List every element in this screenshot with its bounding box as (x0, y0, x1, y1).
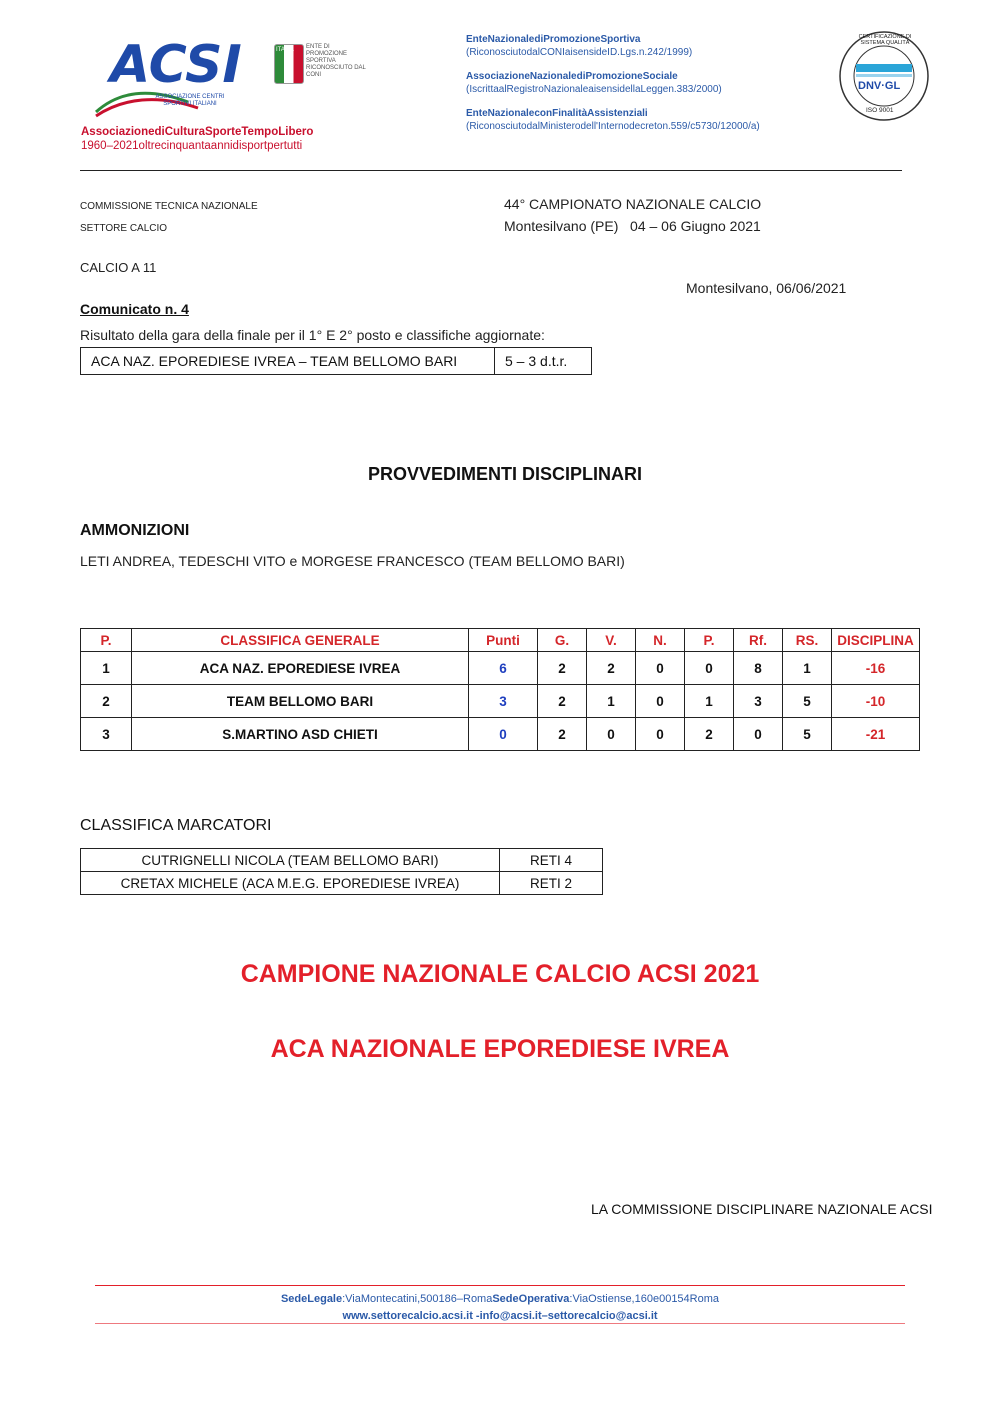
champion-title: CAMPIONE NAZIONALE CALCIO ACSI 2021 (240, 960, 760, 988)
table-row (81, 849, 603, 872)
cell-position: 3 (81, 718, 132, 751)
cell-lost: 2 (685, 718, 734, 751)
cell-goals-for: 3 (734, 685, 783, 718)
scorers-heading: CLASSIFICA MARCATORI (80, 817, 272, 834)
ente-1 (466, 33, 692, 59)
warnings-text: LETI ANDREA, TEDESCHI VITO e MORGESE FRANCESCO (TEAM BELLOMO BARI) (80, 553, 625, 569)
final-result-table (80, 347, 592, 375)
cell-points: 3 (469, 685, 538, 718)
cell-lost: 0 (685, 652, 734, 685)
cell-won: 0 (587, 718, 636, 751)
italia-text: ENTE DI PROMOZIONE SPORTIVA RICONOSCIUTO DAL CONI (306, 44, 366, 78)
ente-1-title: EnteNazionalediPromozioneSportiva (466, 34, 641, 45)
footer-line-top (95, 1285, 905, 1286)
footer-line-bottom (95, 1323, 905, 1324)
table-row (81, 872, 603, 895)
op-label: SedeOperativa (492, 1293, 570, 1305)
col-drawn: N. (636, 629, 685, 652)
assoc-name: AssociazionediCulturaSporteTempoLibero (81, 126, 314, 138)
final-match: ACA NAZ. EPOREDIESE IVREA – TEAM BELLOMO BARI (81, 348, 495, 375)
communique-intro: Risultato della gara della finale per il 1° E 2° posto e classifiche aggiornate: (80, 327, 545, 343)
col-goals-for: Rf. (734, 629, 783, 652)
cell-discipline: -16 (832, 652, 920, 685)
cell-position: 2 (81, 685, 132, 718)
ente-1-sub: (RiconosciutodalCONIaisensideID.Lgs.n.242/1999) (466, 47, 693, 58)
header-divider (80, 170, 902, 171)
cell-goals-for: 8 (734, 652, 783, 685)
cell-team: S.MARTINO ASD CHIETI (132, 718, 469, 751)
col-position: P. (81, 629, 132, 652)
legal-value: :ViaMontecatini,500186–Roma (342, 1293, 493, 1305)
op-value: :ViaOstiense,160e00154Roma (569, 1293, 720, 1305)
footer-links[interactable]: www.settorecalcio.acsi.it -info@acsi.it–settorecalcio@acsi.it (342, 1310, 658, 1322)
cert-iso: ISO 9001 (866, 107, 894, 114)
col-discipline: DISCIPLINA (832, 629, 920, 652)
cell-team: TEAM BELLOMO BARI (132, 685, 469, 718)
commission-line: COMMISSIONE TECNICA NAZIONALE (80, 201, 258, 212)
legal-label: SedeLegale (280, 1293, 343, 1305)
cell-goals-against: 5 (783, 718, 832, 751)
acsi-logo (88, 32, 263, 124)
standings-header-row (81, 629, 920, 652)
scorer-goals: RETI 4 (500, 849, 603, 872)
table-row (81, 685, 920, 718)
scorer-name: CRETAX MICHELE (ACA M.E.G. EPOREDIESE IVREA) (81, 872, 500, 895)
assoc-sub: 1960–2021oltrecinquantaannidisportpertutti (81, 140, 303, 152)
standings-table (80, 628, 920, 751)
disciplinary-heading: PROVVEDIMENTI DISCIPLINARI (367, 464, 643, 484)
event-place-dates: Montesilvano (PE) 04 – 06 Giugno 2021 (504, 218, 761, 234)
champion-team: ACA NAZIONALE EPOREDIESE IVREA (270, 1035, 730, 1063)
italia-label: ITALIA (276, 47, 294, 53)
cert-ring-text: CERTIFICAZIONE DI SISTEMA QUALITÀ (858, 34, 912, 46)
warnings-heading: AMMONIZIONI (80, 522, 190, 539)
cell-points: 6 (469, 652, 538, 685)
dnv-gl-certification-seal (832, 28, 937, 123)
cell-goals-for: 0 (734, 718, 783, 751)
cell-team: ACA NAZ. EPOREDIESE IVREA (132, 652, 469, 685)
category-label: CALCIO A 11 (80, 260, 157, 275)
footer-address (0, 1293, 1000, 1305)
scorer-goals: RETI 2 (500, 872, 603, 895)
cell-drawn: 0 (636, 652, 685, 685)
cell-discipline: -10 (832, 685, 920, 718)
ente-3-sub: (RiconosciutodalMinisterodell'Internodecreton.559/c5730/12000/a) (466, 121, 760, 132)
cell-played: 2 (538, 652, 587, 685)
ente-2-title: AssociazioneNazionalediPromozioneSociale (466, 71, 678, 82)
ente-3-title: EnteNazionaleconFinalitàAssistenziali (466, 108, 648, 119)
cell-lost: 1 (685, 685, 734, 718)
col-goals-against: RS. (783, 629, 832, 652)
ente-2-sub: (IscrittaalRegistroNazionaleaisensidellaLeggen.383/2000) (466, 84, 722, 95)
col-points: Punti (469, 629, 538, 652)
cell-goals-against: 1 (783, 652, 832, 685)
cell-won: 1 (587, 685, 636, 718)
final-result-row (81, 348, 592, 375)
cell-won: 2 (587, 652, 636, 685)
signature: LA COMMISSIONE DISCIPLINARE NAZIONALE ACSI (591, 1201, 933, 1217)
event-title: 44° CAMPIONATO NAZIONALE CALCIO (504, 196, 762, 212)
cell-drawn: 0 (636, 718, 685, 751)
scorer-name: CUTRIGNELLI NICOLA (TEAM BELLOMO BARI) (81, 849, 500, 872)
col-lost: P. (685, 629, 734, 652)
col-played: G. (538, 629, 587, 652)
communique-title: Comunicato n. 4 (80, 301, 189, 317)
table-row (81, 652, 920, 685)
date-line: Montesilvano, 06/06/2021 (686, 280, 847, 296)
scorers-table (80, 848, 603, 895)
cell-discipline: -21 (832, 718, 920, 751)
table-row (81, 718, 920, 751)
col-won: V. (587, 629, 636, 652)
col-team: CLASSIFICA GENERALE (132, 629, 469, 652)
cert-brand: DNV·GL (858, 80, 901, 92)
cell-points: 0 (469, 718, 538, 751)
cell-played: 2 (538, 685, 587, 718)
svg-text:ACSI: ACSI (110, 35, 242, 95)
cell-goals-against: 5 (783, 685, 832, 718)
cell-drawn: 0 (636, 685, 685, 718)
sector-line: SETTORE CALCIO (80, 223, 168, 234)
ente-2 (466, 70, 722, 96)
cell-played: 2 (538, 718, 587, 751)
logo-subtext: ASSOCIAZIONE CENTRI SPORTIVI ITALIANI (155, 94, 225, 107)
final-score: 5 – 3 d.t.r. (495, 348, 592, 375)
cell-position: 1 (81, 652, 132, 685)
ente-3 (466, 107, 760, 133)
italia-coni-badge (274, 44, 374, 88)
